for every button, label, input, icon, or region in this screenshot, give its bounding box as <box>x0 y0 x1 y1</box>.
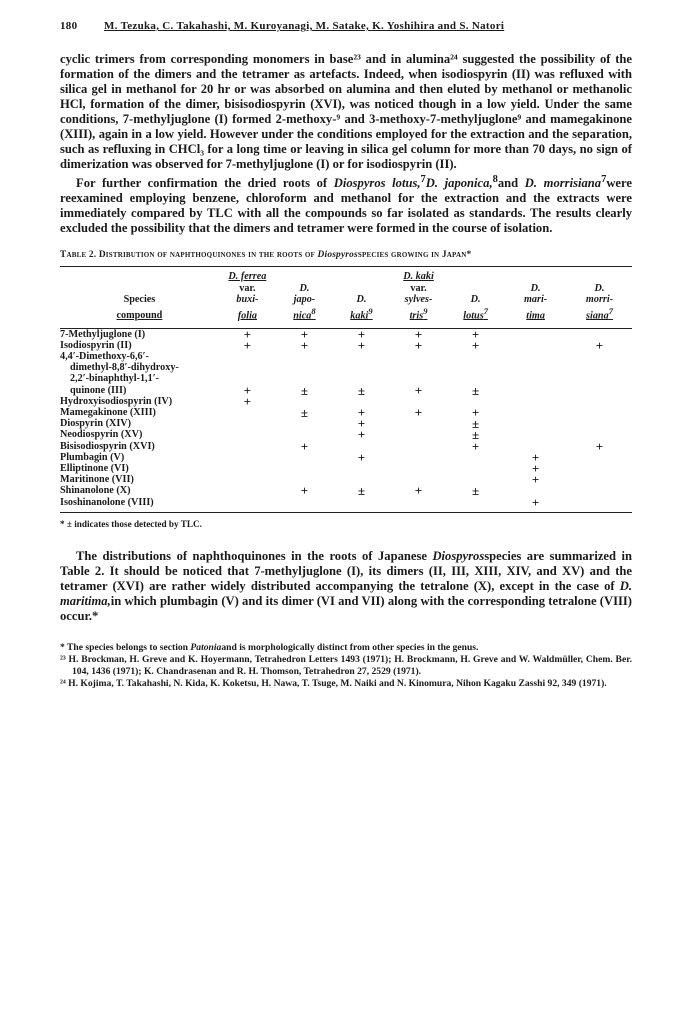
reference-24: ²⁴ H. Kojima, T. Takahashi, N. Kida, K. Koketsu, H. Nawa, T. Tsuge, M. Naiki and N. Kinomura, Nihon Kagaku Zasshi 92, 349 (1971). <box>60 677 607 689</box>
occurrence-cell: + <box>531 461 540 477</box>
footnote-star-tail: and is morphologically distinct from other species in the genus. <box>221 641 479 653</box>
occurrence-cell <box>504 373 567 384</box>
col-4-l3 <box>390 306 447 328</box>
occurrence-cell <box>390 429 447 440</box>
col-5-l1: D. <box>470 294 481 306</box>
occurrence-cell: + <box>531 494 540 510</box>
table-row <box>60 429 632 440</box>
compound-name: Isodiospyrin (II) <box>60 339 132 351</box>
occurrence-cell <box>333 362 390 373</box>
species-maritima: D. maritima, <box>60 578 632 608</box>
compound-name: Plumbagin (V) <box>60 451 125 463</box>
occurrence-cell <box>504 362 567 373</box>
occurrence-cell <box>567 418 632 429</box>
table-body <box>60 326 632 510</box>
col-2-l3 <box>276 306 333 328</box>
table-row <box>60 340 632 351</box>
table-bottom-rule <box>60 512 632 513</box>
page-number: 180 <box>60 20 78 32</box>
species-header-l1: Species <box>123 294 156 306</box>
occurrence-cell <box>219 429 276 440</box>
occurrence-cell: ± <box>472 416 480 432</box>
occurrence-cell: + <box>357 416 366 432</box>
caption-genus: Diospyros <box>317 250 358 261</box>
col-7-l1: D. <box>594 282 605 294</box>
occurrence-cell: + <box>300 438 309 454</box>
occurrence-cell: + <box>531 472 540 488</box>
occurrence-cell: + <box>595 438 604 454</box>
occurrence-cell <box>504 407 567 418</box>
paragraph-3-text-3: in which plumbagin (V) and its dimer (VI and VII) along with the corresponding tetralone (VIII) occur.* <box>60 593 632 623</box>
col-2-l2: japo- <box>293 294 316 306</box>
col-1-l2: buxi- <box>236 294 259 306</box>
occurrence-cell: + <box>471 326 480 342</box>
occurrence-cell <box>390 362 447 373</box>
compound-name: Maritinone (VII) <box>60 474 134 486</box>
occurrence-cell: ± <box>300 405 308 420</box>
compound-name: Diospyrin (XIV) <box>60 418 132 430</box>
occurrence-cell: + <box>471 405 480 420</box>
occurrence-cell <box>219 441 276 452</box>
footnote-star-section: Patonia <box>190 641 222 653</box>
paragraph-3-text-1: The distributions of naphthoquinones in the roots of Japanese <box>76 548 433 563</box>
running-head <box>60 20 632 38</box>
caption-text-tail: species growing in Japan* <box>357 250 472 261</box>
occurrence-cell <box>219 463 276 474</box>
occurrence-cell: ± <box>357 483 365 499</box>
occurrence-cell: + <box>414 405 423 420</box>
col-7-l3 <box>567 306 632 328</box>
occurrence-cell <box>219 474 276 485</box>
occurrence-cell: + <box>414 326 423 342</box>
col-7-l2: morri- <box>585 294 614 306</box>
col-3-name: kaki <box>350 310 369 322</box>
paragraph-2-text-3: were reexamined employing benzene, chloroform and methanol for the extraction and the extracts were immediately compared by TLC with all the compounds so far isolated as standards. The results clearly excluded the possibility that the dimers and tetramer were formed in the course of isolation. <box>60 176 632 236</box>
occurrence-cell: ± <box>472 427 480 443</box>
footnotes <box>60 642 632 690</box>
occurrence-cell: + <box>357 427 366 443</box>
compound-name: 2,2′-binaphthyl-1,1′- <box>70 373 159 385</box>
occurrence-cell <box>567 385 632 396</box>
table-row <box>60 463 632 474</box>
occurrence-cell: + <box>300 483 309 499</box>
paragraph-3-text-2: species are summarized in Table 2. It should be noticed that 7-methyljuglone (I), its dimers (II, III, XIII, XIV, and XV) and the tetramer (XVI) are rather widely distributed accompanying the tetralone (X), except in the case of <box>60 548 632 593</box>
col-4-l1: var. <box>410 282 427 294</box>
paragraph-1: cyclic trimers from corresponding monomers in base²³ and in alumina²⁴ suggested the possibility of the formation of the dimers and the tetramer as artefacts. Indeed, when isodiospyrin (II) was refluxed with silica gel in methanol for 20 hr or was absorbed on alumina and then eluted by methanol or methanolic HCl, formation of the dimer, bisisodiospyrin (XVI), was noticed though in a low yield. Under the same conditions, 7-methyljuglone (I) formed 2-methoxy-⁹ and 3-methoxy-7-methyljuglone⁹ and mamegakinone (XIII), again in a low yield. However under the conditions employed for the extraction and the separation, such as refluxing in CHCl₃ for a long time or leaving in silica gel column for more than 70 days, no sign of dimerization was observed for 7-methyljuglone (I) or for isodiospyrin (II). <box>60 52 632 171</box>
col-2-name: nica <box>293 310 312 322</box>
occurrence-cell: + <box>357 337 366 353</box>
occurrence-cell <box>504 418 567 429</box>
table-row <box>60 418 632 429</box>
occurrence-cell <box>567 497 632 508</box>
footnote-star-text: * The species belongs to section <box>60 641 191 653</box>
col-2-ref: 8 <box>311 305 316 316</box>
occurrence-cell <box>447 362 504 373</box>
col-4-name: tris <box>409 310 424 322</box>
col-3-ref: 9 <box>368 305 373 316</box>
ref-7b: 7 <box>601 174 607 185</box>
col-6-l3 <box>504 306 567 328</box>
table-row <box>60 385 632 396</box>
col-7-ref: 7 <box>608 305 613 316</box>
occurrence-cell: + <box>471 438 480 454</box>
species-japonica: D. japonica, <box>425 176 493 191</box>
occurrence-cell <box>567 463 632 474</box>
col-6-l2: mari- <box>523 294 548 306</box>
occurrence-cell <box>567 373 632 384</box>
journal-page <box>60 20 632 690</box>
occurrence-cell: ± <box>300 382 308 398</box>
occurrence-cell <box>390 463 447 474</box>
group-header-kaki: D. kaki <box>403 271 434 283</box>
col-4-l2: sylves- <box>404 294 433 306</box>
occurrence-cell: + <box>414 382 423 398</box>
occurrence-cell <box>504 385 567 396</box>
col-6-l1: D. <box>530 282 541 294</box>
compound-name: 7-Methyljuglone (I) <box>60 328 146 340</box>
occurrence-cell: + <box>357 449 366 465</box>
col-7-name: siana <box>586 310 609 322</box>
occurrence-cell <box>276 463 333 474</box>
compound-name: Hydroxyisodiospyrin (IV) <box>60 395 173 407</box>
occurrence-cell <box>504 396 567 407</box>
occurrence-cell <box>219 497 276 508</box>
occurrence-cell <box>219 418 276 429</box>
occurrence-cell: + <box>243 393 252 409</box>
col-5-ref: 7 <box>483 305 488 316</box>
occurrence-cell <box>390 497 447 508</box>
paragraph-3 <box>60 549 632 624</box>
occurrence-cell: + <box>300 326 309 342</box>
group-header-ferrea: D. ferrea <box>228 271 267 283</box>
table-row <box>60 407 632 418</box>
occurrence-cell: + <box>357 326 366 342</box>
species-lotus: Diospyros lotus, <box>333 176 421 191</box>
col-3-l3 <box>333 306 390 328</box>
ref-8: 8 <box>492 174 498 185</box>
occurrence-cell <box>219 452 276 463</box>
compound-name: Shinanolone (X) <box>60 485 131 497</box>
table-row <box>60 452 632 463</box>
col-1-name: folia <box>237 310 258 322</box>
genus-diospyros: Diospyros <box>432 548 485 563</box>
col-5-name: lotus <box>463 310 484 322</box>
running-head-authors: M. Tezuka, C. Takahashi, M. Kuroyanagi, M. Satake, K. Yoshihira and S. Natori <box>104 20 505 32</box>
occurrence-cell: ± <box>357 382 365 398</box>
col-4-ref: 9 <box>423 305 428 316</box>
compound-name: Bisisodiospyrin (XVI) <box>60 440 155 452</box>
species-morrisiana: D. morrisiana <box>524 176 602 191</box>
empty-header <box>60 267 219 283</box>
occurrence-cell <box>567 485 632 496</box>
occurrence-cell <box>447 463 504 474</box>
col-1-l3 <box>219 306 276 328</box>
occurrence-cell <box>567 362 632 373</box>
paragraph-2-text-2: and <box>497 176 525 191</box>
compound-name: quinone (III) <box>70 384 127 396</box>
occurrence-cell <box>504 351 567 362</box>
table-row <box>60 474 632 485</box>
col-3-l1: D. <box>356 294 367 306</box>
occurrence-cell: ± <box>472 483 480 499</box>
occurrence-cell <box>276 497 333 508</box>
table-row <box>60 441 632 452</box>
compound-name: Neodiospyrin (XV) <box>60 429 143 441</box>
occurrence-cell <box>447 497 504 508</box>
occurrence-cell <box>390 441 447 452</box>
occurrence-cell <box>333 497 390 508</box>
paragraph-2-text-1: For further confirmation the dried roots of <box>76 176 334 191</box>
occurrence-cell: + <box>595 337 604 353</box>
occurrence-cell: ± <box>472 382 480 398</box>
occurrence-cell <box>390 452 447 463</box>
table-row <box>60 396 632 407</box>
col-1-l1: var. <box>239 282 256 294</box>
occurrence-cell: + <box>414 483 423 499</box>
footnote-star <box>60 642 632 654</box>
table-caption <box>60 250 632 260</box>
compound-name: Isoshinanolone (VIII) <box>60 496 154 508</box>
table-row <box>60 351 632 362</box>
compound-name: Elliptinone (VI) <box>60 463 129 475</box>
occurrence-cell: + <box>243 337 252 353</box>
occurrence-cell <box>567 396 632 407</box>
species-header-l2: compound <box>116 310 163 322</box>
table-row <box>60 485 632 496</box>
col-6-name: tima <box>526 310 545 322</box>
ref-7: 7 <box>420 174 426 185</box>
table-row <box>60 373 632 384</box>
paragraph-2 <box>60 172 632 236</box>
naphthoquinone-table <box>60 267 632 508</box>
occurrence-cell: + <box>357 405 366 420</box>
occurrence-cell: + <box>243 382 252 398</box>
col-5-l3 <box>447 306 504 328</box>
occurrence-cell <box>504 329 567 340</box>
table-row <box>60 497 632 508</box>
occurrence-cell: + <box>414 337 423 353</box>
occurrence-cell <box>504 340 567 351</box>
occurrence-cell <box>504 429 567 440</box>
occurrence-cell: + <box>531 449 540 465</box>
occurrence-cell <box>219 362 276 373</box>
occurrence-cell: + <box>243 326 252 342</box>
compound-name: Mamegakinone (XIII) <box>60 407 156 418</box>
table-footnote: * ± indicates those detected by TLC. <box>60 518 202 529</box>
occurrence-cell <box>219 485 276 496</box>
occurrence-cell <box>276 362 333 373</box>
occurrence-cell: + <box>471 337 480 353</box>
caption-text: Table 2. Distribution of naphthoquinones in the roots of <box>60 250 318 261</box>
compound-name: 4,4′-Dimethoxy-6,6′- <box>60 350 149 362</box>
reference-23: ²³ H. Brockman, H. Greve and K. Hoyermann, Tetrahedron Letters 1493 (1971); H. Brockmann, H. Greve and W. Waldmüller, Chem. Ber. 104, 1436 (1971); K. Chandrasenan and R. H. Thomson, Tetrahedron 27, 2529 (1971). <box>60 653 632 677</box>
table-row <box>60 329 632 340</box>
col-2-l1: D. <box>299 282 310 294</box>
occurrence-cell <box>567 407 632 418</box>
table-row <box>60 362 632 373</box>
occurrence-cell <box>567 474 632 485</box>
occurrence-cell: + <box>300 337 309 353</box>
compound-name: dimethyl-8,8′-dihydroxy- <box>70 362 179 374</box>
